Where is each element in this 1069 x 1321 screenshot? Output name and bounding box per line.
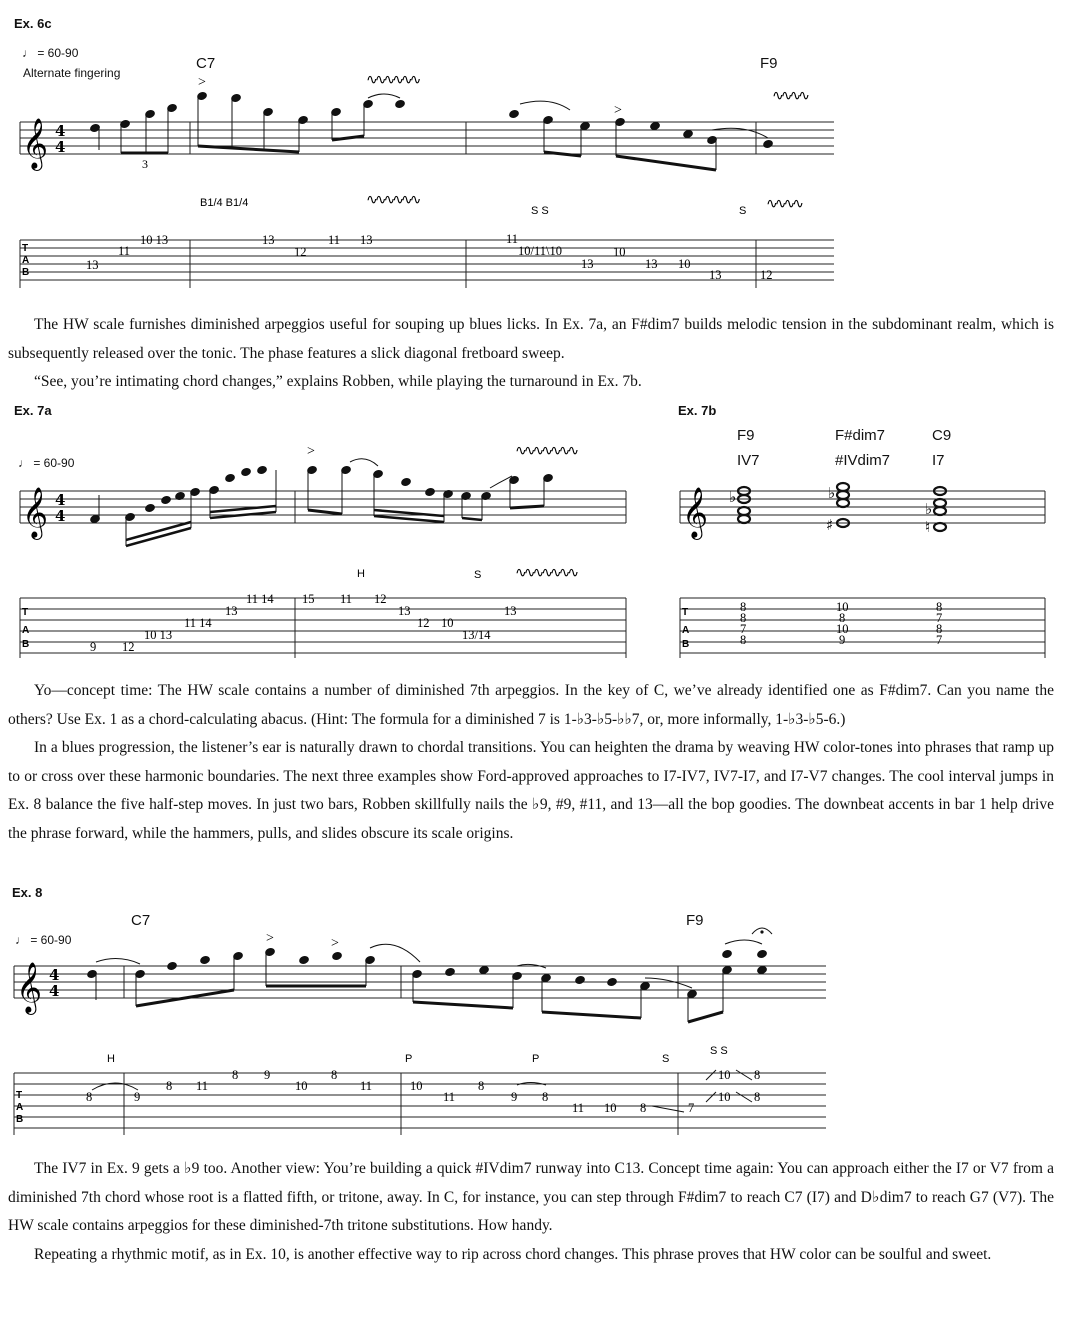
tab-number: 8: [936, 622, 943, 636]
tab-number: 10: [836, 600, 849, 614]
sharp-icon: ♯: [826, 516, 834, 534]
tab-number: 8: [754, 1068, 761, 1082]
tab-number: 8: [232, 1068, 239, 1082]
tab-number: 10: [836, 622, 849, 636]
tab-letter-b: B: [22, 639, 30, 650]
ex7b-numeral-sharpivdim7: #IVdim7: [835, 452, 891, 469]
tab-letter-a: A: [682, 625, 690, 636]
tab-number: 13: [225, 604, 238, 618]
tab-letter-b: B: [22, 267, 30, 278]
paragraph-text: The IV7 in Ex. 9 gets a ♭9 too. Another view: You’re building a quick #IVdim7 runway into C13. Concept time again: You can approach either the I7 or V7 from a diminished 7th chord whose root is a flatted fifth, or tritone, away. In C, for instance, you can step through F#dim7 to reach C7 (I7) and D♭dim7 to reach G7 (V7). The HW scale contains arpeggios for these diminished-7th tritone substitutions. How handy.: [8, 1160, 1054, 1234]
quarter-note-icon: ♩: [18, 456, 30, 470]
ex8-chord-f9: F9: [686, 912, 704, 929]
treble-clef-icon: 𝄞: [682, 487, 709, 538]
vibrato-icon: ∿∿∿∿∿∿: [366, 193, 419, 208]
tab-number: 8: [166, 1079, 173, 1093]
ex6c-fingering: Alternate fingering: [23, 66, 121, 80]
ex6c-slides-1: S S: [531, 205, 549, 217]
tab-number: 11: [360, 1079, 373, 1093]
ex7b-chord-c9: C9: [932, 427, 952, 444]
quarter-note-icon: ♩: [22, 46, 34, 60]
ex7b-numeral-i7: I7: [932, 452, 945, 469]
tab-number: 10 13: [140, 233, 169, 247]
tab-number: 15: [302, 592, 315, 606]
tab-number: 11 14: [184, 616, 212, 630]
accent-icon: >: [198, 75, 206, 90]
tab-number: 13: [86, 258, 99, 272]
tab-number: 11: [118, 244, 131, 258]
ex8-label: Ex. 8: [12, 885, 43, 900]
tab-number: 10: [678, 257, 691, 271]
tab-number: 11: [196, 1079, 209, 1093]
ex8-slide: S: [662, 1053, 670, 1065]
ex7a-hammer: H: [357, 568, 365, 580]
tab-number: 12: [294, 245, 307, 259]
tab-letter-t: T: [682, 607, 689, 618]
paragraph-text: Yo—concept time: The HW scale contains a number of diminished 7th arpeggios. In the key of C, we’ve already identified one as F#dim7. Can you name the others? Use Ex. 1 as a chord-calculating abacus. (Hint: The formula for a diminished 7 is 1-♭3-♭5-♭♭7, or, more informally, 1-♭3-♭5-6.): [8, 682, 1054, 728]
accent-icon: >: [331, 936, 339, 951]
tab-number: 10: [613, 245, 626, 259]
tab-number: 13: [398, 604, 411, 618]
vibrato-icon: ∿∿∿∿∿∿: [366, 73, 419, 88]
accent-icon: >: [307, 444, 315, 459]
tab-number: 12: [374, 592, 387, 606]
tab-number: 9: [264, 1068, 271, 1082]
tab-number: 13: [262, 233, 275, 247]
tab-number: 11: [328, 233, 341, 247]
tab-number: 11: [506, 232, 519, 246]
tab-number: 8: [542, 1090, 549, 1104]
tab-number: 8: [331, 1068, 338, 1082]
ex8-time-top: 4: [49, 966, 60, 984]
vibrato-icon: ∿∿∿∿∿∿∿: [515, 444, 577, 459]
ex6c-chord-c7: C7: [196, 55, 216, 72]
ex6c-label: Ex. 6c: [14, 16, 52, 31]
vibrato-icon: ∿∿∿∿: [772, 89, 807, 104]
tab-letter-b: B: [16, 1114, 24, 1125]
ex8-hammer: H: [107, 1053, 115, 1065]
tab-number: 8: [740, 611, 747, 625]
tab-letter-a: A: [22, 625, 30, 636]
tab-number: 11 14: [246, 592, 274, 606]
ex8-pull: P: [405, 1053, 413, 1065]
ex7b-chord-f9: F9: [737, 427, 755, 444]
tab-number: 10: [295, 1079, 308, 1093]
treble-clef-icon: 𝄞: [22, 118, 49, 169]
natural-icon: ♮: [925, 518, 931, 536]
tab-number: 7: [936, 611, 943, 625]
ex6c-time-bottom: 4: [55, 138, 66, 156]
tab-letter-a: A: [16, 1102, 24, 1113]
tab-number: 11: [443, 1090, 456, 1104]
tab-number: 9: [90, 640, 97, 654]
paragraph-text: “See, you’re intimating chord changes,” explains Robben, while playing the turnaround in Ex. 7b.: [34, 373, 642, 390]
ex8-pull: P: [532, 1053, 540, 1065]
flat-icon: ♭: [828, 484, 836, 502]
paragraph-text: In a blues progression, the listener’s ear is naturally drawn to chordal transitions. You can heighten the drama by weaving HW color-tones into phrases that ramp up to or cross over these harmonic boundaries. The next three examples show Ford-approved approaches to I7-IV7, IV7-I7, and I7-V7 changes. The cool interval jumps in Ex. 8 balance the five half-step moves. In just two bars, Robben skillfully nails the ♭9, #9, #11, and 13—all the bop goodies. The downbeat accents in bar 1 help drive the phrase forward, while the hammers, pulls, and slides obscure its scale origins.: [8, 739, 1054, 842]
tab-number: 8: [839, 611, 846, 625]
tab-number: 13/14: [462, 628, 491, 642]
accent-icon: >: [614, 103, 622, 118]
ex7a-label: Ex. 7a: [14, 403, 52, 418]
tab-number: 11: [340, 592, 353, 606]
tab-number: 11: [572, 1101, 585, 1115]
paragraph-text: The HW scale furnishes diminished arpeggios useful for souping up blues licks. In Ex. 7a, an F#dim7 builds melodic tension in the subdominant realm, which is subsequently released over the tonic. The phase features a slick diagonal fretboard sweep.: [8, 316, 1054, 362]
treble-clef-icon: 𝄞: [22, 487, 49, 538]
quarter-note-icon: ♩: [15, 933, 27, 947]
ex7b-label: Ex. 7b: [678, 403, 717, 418]
tab-number: 13: [504, 604, 517, 618]
ex6c-tempo: ♩ = 60-90: [22, 46, 79, 60]
ex7b-chord-fsharpdim7: F#dim7: [835, 427, 886, 444]
tab-number: 10: [441, 616, 454, 630]
tab-number: 13: [360, 233, 373, 247]
ex7a-time-top: 4: [55, 491, 66, 509]
tab-number: 8: [478, 1079, 485, 1093]
ex6c-time-top: 4: [55, 122, 66, 140]
tab-number: 12: [122, 640, 135, 654]
tab-number: 8: [936, 600, 943, 614]
tab-number: 13: [709, 268, 722, 282]
tab-number: 13: [645, 257, 658, 271]
body-paragraph-3: [8, 1155, 1054, 1269]
ex8-chord-c7: C7: [131, 912, 151, 929]
vibrato-icon: ∿∿∿∿∿∿∿: [515, 566, 577, 581]
tab-letter-t: T: [22, 607, 29, 618]
ex8-slides: S S: [710, 1045, 728, 1057]
tab-letter-t: T: [16, 1090, 23, 1101]
tab-letter-a: A: [22, 255, 30, 266]
tab-number: 10: [718, 1090, 731, 1104]
ex6c-chord-f9: F9: [760, 55, 778, 72]
tab-number: 13: [581, 257, 594, 271]
tab-letter-t: T: [22, 243, 29, 254]
tab-number: 8: [740, 633, 747, 647]
tab-number: 9: [839, 633, 846, 647]
tab-number: 10: [410, 1079, 423, 1093]
treble-clef-icon: 𝄞: [16, 962, 43, 1013]
tab-number: 10 13: [144, 628, 173, 642]
tab-number: 8: [86, 1090, 93, 1104]
accent-icon: >: [266, 931, 274, 946]
ex6c-slides-2: S: [739, 205, 747, 217]
tab-number: 9: [134, 1090, 141, 1104]
tab-number: 10: [718, 1068, 731, 1082]
tab-number: 8: [754, 1090, 761, 1104]
tab-number: 7: [936, 633, 943, 647]
ex8-time-bottom: 4: [49, 982, 60, 1000]
paragraph-text: Repeating a rhythmic motif, as in Ex. 10, is another effective way to rip across chord changes. This phrase proves that HW color can be soulful and sweet.: [34, 1245, 992, 1263]
ex7a-slide: S: [474, 569, 482, 581]
flat-icon: ♭: [925, 500, 933, 518]
ex7b-numeral-iv7: IV7: [737, 452, 760, 469]
tab-number: 12: [760, 268, 773, 282]
tab-number: 10/11\10: [518, 244, 562, 258]
ex7a-tempo: ♩ = 60-90: [18, 456, 75, 470]
ex8-tempo: ♩ = 60-90: [15, 933, 72, 947]
ex6c-tuplet: 3: [142, 157, 148, 171]
tab-number: 10: [604, 1101, 617, 1115]
flat-icon: ♭: [729, 488, 737, 506]
vibrato-icon: ∿∿∿∿: [766, 197, 801, 212]
tab-number: 7: [688, 1101, 695, 1115]
tab-number: 8: [640, 1101, 647, 1115]
tab-number: 8: [740, 600, 747, 614]
ex7a-time-bottom: 4: [55, 507, 66, 525]
tab-number: 12: [417, 616, 430, 630]
fermata-dot: [760, 930, 763, 933]
tab-letter-b: B: [682, 639, 690, 650]
tab-number: 7: [740, 622, 747, 636]
ex6c-bends: B1/4 B1/4: [200, 197, 249, 209]
tab-number: 9: [511, 1090, 518, 1104]
